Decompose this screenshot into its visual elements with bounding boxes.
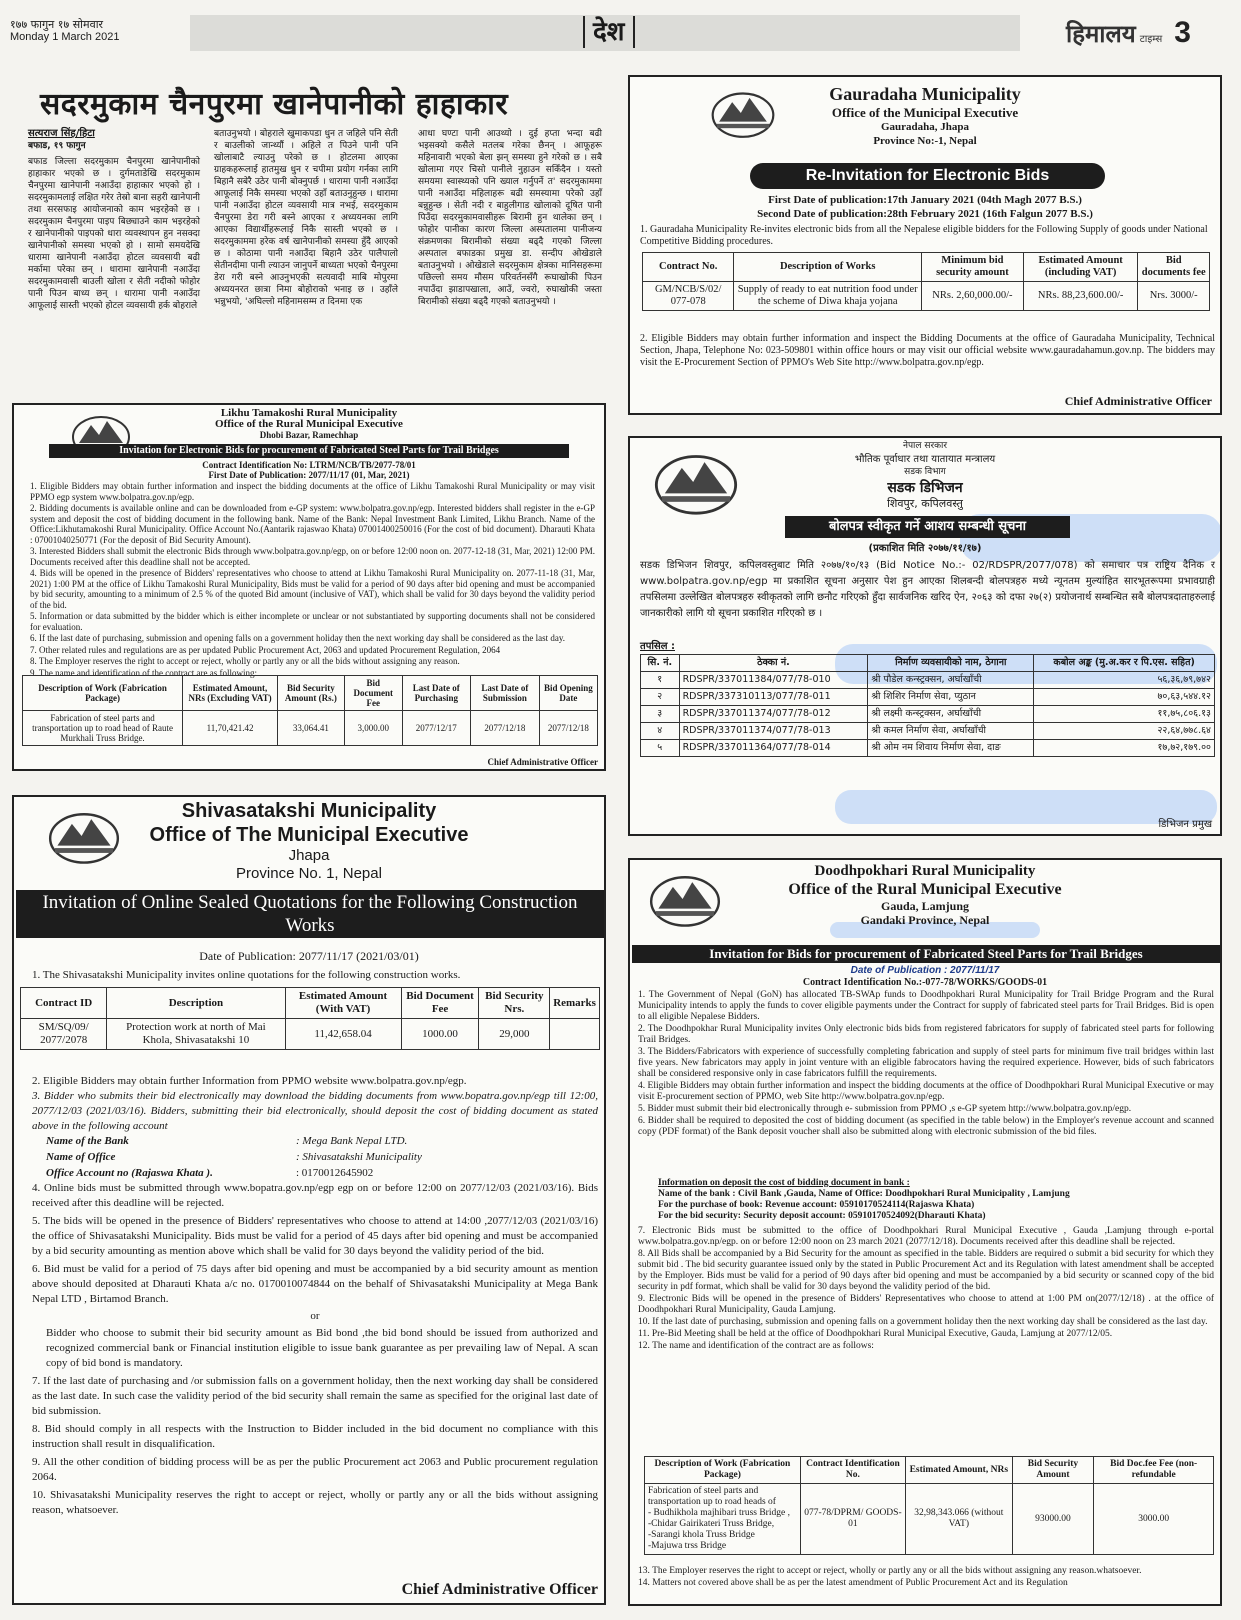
table-cell: SM/SQ/09/ 2077/2078: [21, 1019, 107, 1050]
table-header-cell: Last Date of Submission: [470, 676, 539, 711]
table-cell: ३: [641, 706, 680, 723]
shiva-item-2: 2. Eligible Bidders may obtain further Information from PPMO website www.bolpatra.gov.np/egp.: [32, 1075, 467, 1087]
table-row: [641, 672, 1215, 689]
shiva-item-6: 6. Bid must be valid for a period of 75 days after bid opening and must be accompanied by a bid security amount as mention above should deposited at Dharauti Khata a/c no. 0170010074844 on the behalf of Shivasatakshi Municipality at Mega Bank Nepal LTD , Birtamod Branch.: [32, 1263, 598, 1305]
table-cell: ११,७५,८०६.१३: [1034, 706, 1215, 723]
table-cell-line: -Majuwa trss Bridge: [648, 1541, 727, 1551]
news-column-3: आधा घण्टा पानी आउथ्यो । दुई हप्ता भन्दा बढी भइसक्यो कसैले मतलब गरेका छैनन् । आफूहरू महिनावारी भएको बेला झन् समस्या हुने गरेको छ । सबै खोलामा गएर चिसो पानीले नुहाउन सकिँदैन । यस्तो समयमा स्वास्थ्यको पनि ख्याल गर्नुपर्ने त' सदरमुकाममा पानी नआउँदा महिलाहरू बढी समस्यामा परेको उहाँ बन्नुहुन्छ । सेती नदी र बाहुलीगाड खोलाको दूषित पानी पिउँदा सदरमुकामवासीहरू बिरामी हुन थालेका छन् । फोहोर पानीका कारण जिल्ला अस्पतालमा पानीजन्य संक्रमणका बिरामीको संख्या बढ्दै गएको जिल्ला अस्पताल बफाडका प्रमुख डा. सन्दीप ओखेडाले बताउनुभयो । ओखेडाले सदरमुकाम क्षेत्रका मानिसहरूमा पछिल्लो समय मौसम परिवर्तनसँगै रूघाखोकी पिउन नपाउँदा झाडापखाला, आउँ, ज्वरो, रुघाखोकी जस्ता बिरामीको संख्या बढ्दै गएको बताउनुभयो ।: [418, 129, 602, 307]
news-dateline: बफाड, १९ फागुन: [28, 141, 86, 151]
table-cell: १७,७२,१७९.००: [1034, 740, 1215, 757]
table-cell: [550, 1019, 600, 1050]
doodh-items-a: [638, 990, 1214, 1139]
list-item: 13. The Employer reserves the right to accept or reject, wholly or partly any or all the bids without assigning any reason.whatsoever.: [638, 1566, 1142, 1576]
list-item: 1. The Government of Nepal (GoN) has allocated TB-SWAp funds to Doodhpokhari Rural Municipality for Trail Bridge Program and the Rural Municipality intends to apply the funds to cover eligible payments under the Contract for supply of fabricated steel parts for Trail Bridges. Bid is open to all eligible Nepalese Bidders.: [638, 990, 1214, 1022]
list-item: 6. If the last date of purchasing, submission and opening falls on a government holiday then the next working day shall be considered as the last day.: [30, 633, 566, 643]
list-item: 2. The Doodhpokhar Rural Municipality invites Only electronic bids bids from registered fabricators for supply of fabricated steel parts for following Trail Bridges.: [638, 1024, 1214, 1045]
shiva-title: Shivasatakshi Municipality: [181, 800, 437, 822]
shiva-office-value: : Shivasatakshi Municipality: [296, 1151, 422, 1163]
gauradaha-table: [642, 252, 1210, 311]
shiva-invitation-bar: Invitation of Online Sealed Quotations for the Following Construction Works: [16, 890, 604, 938]
date-nepali: १७७ फागुन १७ सोमवार: [10, 18, 104, 31]
sadak-signature: डिभिजन प्रमुख: [1158, 819, 1212, 830]
table-cell: [645, 1484, 801, 1555]
sadak-table: [640, 654, 1215, 757]
list-item: 7. Other related rules and regulations are as per updated Public Procurement Act, 2063 and updated Procurement Regulation, 2064: [30, 644, 501, 655]
shiva-item-6b: Bidder who choose to submit their bid security amount as Bid bond ,the bid bond should be issued from authorized and recognized commercial bank or Financial institution eligible to issue bank guarantee as per prevailing law of Nepal. A scan copy of bid bond is mandatory.: [46, 1327, 598, 1369]
doodh-invitation-bar: Invitation for Bids for procurement of Fabricated Steel Parts for Trail Bridges: [632, 945, 1220, 963]
likhu-address: Dhobi Bazar, Ramechhap: [259, 430, 359, 440]
table-cell: 2077/12/18: [539, 711, 597, 746]
table-header-cell: Description of Work (Fabrication Package): [23, 676, 183, 711]
shiva-account-value: : 0170012645902: [296, 1167, 374, 1179]
table-header-cell: Minimum bid security amount: [921, 253, 1023, 282]
sadak-body: सडक डिभिजन शिवपुर, कपिलवस्तुबाट मिति २०७७/१०/१३ (Bid Notice No.:- 02/RDSPR/2077/078) को समाचार पत्र राष्ट्रिय दैनिक र www.bolpatra.gov.np/egp मा प्रकाशित सूचना अनुसार पेश हुन आएका शिलबन्दी बोलपत्रहरु मध्ये न्यूनतम मुल्यांहित सारभूतरूपमा प्रभावग्राही तपसिलमा उल्लेखित बोलपत्रहरु स्वीकृतको लागि छनौट गरिएको हुँदा सार्वजनिक खरिद ऐन, २०६३ को दफा २७(२) प्रयोजनार्थ सम्बन्धित सबै बोलपत्रदाताहरुलाई जानकारीको लागि यो सूचना प्रकाशित गरिएको छ ।: [640, 560, 1215, 619]
paper-suffix: टाइम्स: [1139, 34, 1163, 45]
gauradaha-address: Gauradaha, Jhapa: [880, 121, 970, 133]
news-byline: सत्यराज सिंह/हिटा: [28, 128, 95, 139]
shiva-bank-value: : Mega Bank Nepal LTD.: [296, 1135, 408, 1147]
list-item: 1. Eligible Bidders may obtain further information and inspect the bidding documents at the office of Likhu Tamakoshi Rural Municipality or may visit PPMO egp system www.bolpatra.gov.np/egp.: [30, 481, 595, 502]
list-item: 4. Eligible Bidders may obtain further information and inspect the bidding documents at the office of Doodhpokhari Rural Municipal Executive or may visit E-procurement section of PPMO, web Site http://www.bolpatra.gov.np/egp.: [638, 1081, 1214, 1102]
likhu-table: [22, 675, 598, 746]
table-cell: 077-78/DPRM/ GOODS-01: [800, 1484, 905, 1555]
list-item: 12. The name and identification of the contract are as follows:: [638, 1341, 874, 1351]
likhu-notice: [12, 403, 606, 771]
sadak-pub-date: (प्रकाशित मिति २०७७/११/१७): [868, 543, 982, 554]
table-cell: NRs. 88,23,600.00/-: [1023, 282, 1138, 311]
table-header-cell: निर्माण व्यवसायीको नाम, ठेगाना: [868, 655, 1034, 672]
sadak-gov: नेपाल सरकार: [902, 441, 948, 451]
table-cell: 33,064.41: [278, 711, 345, 746]
shiva-district: Jhapa: [288, 847, 330, 864]
table-cell-line: transportation up to road heads of: [648, 1497, 776, 1507]
gauradaha-first-date: First Date of publication:17th January 2021 (04th Magh 2077 B.S.): [768, 194, 1082, 206]
shiva-item-10: 10. Shivasatakshi Municipality reserves the right to accept or reject, wholly or partly any or all the bids without assigning reason, whatsoever.: [32, 1489, 598, 1516]
table-cell: 11,42,658.04: [285, 1019, 401, 1050]
table-header-cell: Description of Works: [734, 253, 922, 282]
table-cell: श्री लक्ष्मी कन्स्ट्रक्सन, अर्घाखाँची: [868, 706, 1034, 723]
shiva-item-1: 1. The Shivasatakshi Municipality invites online quotations for the following construction works.: [32, 969, 461, 981]
gauradaha-office: Office of the Municipal Executive: [831, 105, 1019, 120]
shiva-item-9: 9. All the other condition of bidding process will be as per the public Procurement act 2063 and Public procurement regulation 2064.: [32, 1456, 598, 1483]
table-cell: 1000.00: [401, 1019, 479, 1050]
table-header-cell: कबोल अङ्क (मु.अ.कर र पि.एस. सहित): [1034, 655, 1215, 672]
news-column-1: [28, 128, 200, 312]
table-cell: 2077/12/17: [402, 711, 470, 746]
table-header-cell: Estimated Amount (including VAT): [1023, 253, 1138, 282]
sadak-tapsil: तपसिल :: [640, 641, 675, 652]
paper-logo: [1066, 16, 1191, 50]
doodh-security-account: For the bid security: Security deposit account: 05910170524092(Dharauti Khata): [658, 1211, 986, 1221]
table-header-cell: Contract Identification No.: [800, 1457, 905, 1484]
table-cell: RDSPR/337011384/077/78-010: [679, 672, 868, 689]
list-item: 8. All Bids shall be accompanied by a Bid Security for the amount as specified in the table. Bidders are required o submit a bid security for which they submit bid . The bid security guarantee issued only by the stated in Public Procurement Act and its Regulation with latest amendment shall be accepted by the Employer. Bids must be valid for a period of 90 days after bid opening and must be accompanied by a bid security or scanned copy of the bid security in pdf format, which shall be valid for 30 days beyond the validity period of the bid.: [638, 1249, 1214, 1292]
shiva-province: Province No. 1, Nepal: [236, 865, 382, 882]
shiva-office-key: Name of Office: [46, 1151, 116, 1163]
shiva-or: or: [310, 1310, 320, 1322]
doodhpokhari-notice: [628, 858, 1222, 1606]
section-name: देश: [583, 16, 635, 48]
sadak-dept: सडक विभाग: [904, 467, 946, 477]
list-item: 5. Information or data submitted by the bidder which is either incomplete or unclear or not substantiated by supporting documents shall not be considered for evaluation.: [30, 611, 595, 632]
table-cell-line: -Sarangi khola Truss Bridge: [648, 1530, 755, 1540]
list-item: 9. Electronic Bids will be opened in the presence of Bidders' Representatives who choose to attend at 1:00 PM on(2077/12/18) . at the office of Doodhpokhari Rural Municipality, Gauda Lamjung.: [638, 1294, 1214, 1315]
table-cell: 2077/12/18: [470, 711, 539, 746]
likhu-items: [30, 481, 595, 679]
list-item: 8. The Employer reserves the right to accept or reject, wholly or partly any or all the bids without assigning any reason.: [30, 656, 460, 666]
shiva-signature: Chief Administrative Officer: [401, 1581, 598, 1598]
table-cell: २: [641, 689, 680, 706]
list-item: 6. Bidder shall be required to deposited the cost of bidding document (as specified in the table below) in the Employer's revenue account and scanned copy (PDF format) of the Bank deposit voucher shall also be submitted along with electronic submission of the bid files.: [638, 1116, 1214, 1137]
sadak-place: शिवपुर, कपिलवस्तु: [887, 497, 963, 510]
doodh-revenue-account: For the purchase of book: Revenue account: 05910170524114(Rajaswa Khata): [658, 1200, 975, 1210]
likhu-office: Office of the Rural Municipal Executive: [215, 418, 403, 430]
table-cell: Supply of ready to eat nutrition food under the scheme of Diwa khaja yojana: [734, 282, 922, 311]
sadak-division: सडक डिभिजन: [887, 480, 963, 496]
shiva-item-7: 7. If the last date of purchasing and /or submission falls on a government holiday, then the next working day shall be considered as the last date. In such case the validity period of the bid security shall remain the same as specified for the original last date of bid submission.: [32, 1375, 598, 1417]
list-item: 11. Pre-Bid Meeting shall be held at the office of Doodhpokhari Rural Municipal Executive, Gauda, Lamjung at 2077/12/05.: [638, 1329, 1113, 1339]
likhu-invitation-bar: Invitation for Electronic Bids for procurement of Fabricated Steel Parts for Trail Bridges: [49, 444, 569, 458]
table-cell: 11,70,421.42: [183, 711, 278, 746]
table-cell: ५: [641, 740, 680, 757]
shiva-account-key: Office Account no (Rajaswa Khata ).: [46, 1167, 213, 1179]
sadak-title-bar: बोलपत्र स्वीकृत गर्ने आशय सम्बन्धी सूचना: [785, 516, 1070, 538]
table-header-cell: Last Date of Purchasing: [402, 676, 470, 711]
shiva-body: [32, 1074, 598, 1518]
table-cell: RDSPR/337310113/077/78-011: [679, 689, 868, 706]
table-cell: RDSPR/337011374/077/78-013: [679, 723, 868, 740]
likhu-contract-id: Contract Identification No: LTRM/NCB/TB/2077-78/01: [202, 460, 416, 470]
table-cell: 93000.00: [1012, 1484, 1094, 1555]
table-cell-line: Fabrication of steel parts and: [648, 1486, 759, 1496]
gauradaha-signature: Chief Administrative Officer: [1064, 394, 1212, 408]
news-col1-text: बफाड जिल्ला सदरमुकाम चैनपुरमा खानेपानीको हाहाकार भएको छ । दुर्गमताडेखि सदरमुकाम चैनपुरमा खानेपानी नआउँदा हाहाकार भएको हो । सदरमुकामलाई लक्षित गरेर तेस्रो बाना सहरी खानेपानी तथा सरसफाइ आयोजनाको काम भइरहेको छ । सदरमुकाम चैनपुरमा पाइप बिछ्याउने काम भइरहेको र खानेपानीको पाइपको धारा व्यवस्थापन हुन नसक्दा खानेपानीको समस्या भएको हो । सामो समयदेखि धारामा खानेपानी नआउँदा होटल व्यवसायी बढी मर्कामा परेका छन् । धारामा खानेपानी नआउँदा सदरमुकामवासी बाउली खोला र सेती नदीको फोहोर पानी पिउन बाध्य छन् । धारामा पानी नआउँदा आफूलाई सास्ती भएको होटल व्यवसायी हर्क बोहराले: [28, 157, 200, 311]
table-header-cell: Bid Doc.fee Fee (non-refundable: [1094, 1457, 1214, 1484]
shiva-bank-info: [32, 1134, 598, 1181]
gauradaha-title: Gauradaha Municipality: [829, 84, 1021, 104]
table-header-cell: Description of Work (Fabrication Package): [645, 1457, 801, 1484]
doodh-office: Office of the Rural Municipal Executive: [788, 881, 1062, 898]
table-cell: 3000.00: [1094, 1484, 1214, 1555]
doodh-contract-id: Contract Identification No.:-077-78/WORKS/GOODS-01: [802, 977, 1048, 988]
table-cell: 29,000: [479, 1019, 550, 1050]
table-header-cell: Contract ID: [21, 988, 107, 1019]
table-cell: Protection work at north of Mai Khola, Shivasatakshi 10: [107, 1019, 285, 1050]
shiva-item-8: 8. Bid should comply in all respects with the Instruction to Bidder included in the bid document no compliance with this instruction shall result in disqualification.: [32, 1423, 598, 1450]
news-column-2: बताउनुभयो । बोहराले खुमाकपडा धुन त जहिले पनि सेती र बाउलीको जान्थ्यौं । अहिले त पिउने पानी पनि खोलाबाटै ल्याउनु परेको छ । होटलमा आएका ग्राहकहरूलाई हातमुख धुन र चपीमा प्रयोग गर्नका लागि बिहानै सबेरै उठेर पानी बोक्नुपर्छ । धारामा पानी नआउँदा आफूलाई निकै समस्या भएको उहाँ बताउनुहुन्छ । धारामा पानी नआउँदा होटल व्यवसायी मात्र नभई, सदरमुकाम चैनपुरमा डेरा गरी बस्ने आएका र अध्ययनका लागि आएका विद्यार्थीहरूलाई निकै सास्ती भएको छ । सदरमुकाममा हरेक वर्ष खानेपानीको समस्या हुँदै आएको छ । कोठामा पानी नआउँदा बिहानै उठेर पालैपालो सेतीनदीमा पानी ल्याउन जानुपर्ने बाध्यता भएको चैनपुरमा डेरा गरी बस्ने आउनुभएकी सत्यवादी माबि मोपुरमा अध्ययनरत छात्रा निमा बोहोराको भनाइ छ । उहाँले भन्नुभयो, 'अघिल्लो महिनामसम्म त दिनमा एक: [214, 129, 398, 307]
table-header-cell: Estimated Amount (With VAT): [285, 988, 401, 1019]
sadak-notice: [628, 436, 1222, 836]
table-row: [641, 706, 1215, 723]
table-cell: RDSPR/337011374/077/78-012: [679, 706, 868, 723]
table-cell: श्री कमल निर्माण सेवा, अर्घाखाँची: [868, 723, 1034, 740]
table-cell: श्री ओम नम शिवाय निर्माण सेवा, दाङ: [868, 740, 1034, 757]
shiva-table: [20, 987, 600, 1050]
shiva-pub-date: Date of Publication: 2077/11/17 (2021/03/01): [199, 949, 419, 963]
table-cell-line: -Chidar Gairikateri Truss Bridge,: [648, 1519, 775, 1529]
list-item: 10. If the last date of purchasing, submission and opening falls on a government holiday then the next working day shall be considered as the last day.: [638, 1317, 1208, 1327]
masthead-date: [10, 18, 119, 44]
table-row: [641, 723, 1215, 740]
doodh-items-c: [638, 1566, 1214, 1590]
shivasatakshi-notice: [12, 795, 606, 1605]
table-cell: 3,000.00: [344, 711, 402, 746]
date-english: Monday 1 March 2021: [10, 31, 120, 43]
table-cell: Fabrication of steel parts and transportation up to road head of Raute Murkhali Truss Bridge.: [23, 711, 183, 746]
table-cell: २२,६४,७७८.६४: [1034, 723, 1215, 740]
table-cell: ५६,३६,७९,७४२: [1034, 672, 1215, 689]
page-number: 3: [1174, 16, 1191, 49]
doodh-pub-date: Date of Publication : 2077/11/17: [850, 965, 1000, 976]
table-header-cell: Description: [107, 988, 285, 1019]
list-item: 4. Bids will be opened in the presence of Bidders' representatives who choose to attend at Likhu Tamakoshi Rural Municipality on. 2077-11-18 (31, Mar, 2021) 1:00 PM at the office of Likhu Tamakoshi Rural Municipality, Bids must be valid for a period of 90 days after bid opening and must be accompanied by bid security, amounting to a minimum of 2.5 % of the quoted Bid amount (inclusive of VAT), which shall be valid for 30 days beyond the validity period of the bid.: [30, 568, 595, 610]
table-cell: ७०,६३,५४४.१२: [1034, 689, 1215, 706]
gauradaha-item-1: 1. Gauradaha Municipality Re-invites electronic bids from all the Nepalese eligible bidders for the Following Supply of goods under National Competitive Bidding procedures.: [640, 224, 1208, 247]
table-cell: RDSPR/337011364/077/78-014: [679, 740, 868, 757]
table-header-cell: Bid Document Fee: [344, 676, 402, 711]
shiva-office: Office of The Municipal Executive: [149, 824, 469, 846]
gauradaha-item-2: 2. Eligible Bidders may obtain further information and inspect the Bidding Documents at the office of Gauradaha Municipality, Technical Section, Jhapa, Telephone No: 023-509801 within office hours or may visit our official website www.gauradahamun.gov.np. The bidders may visit the E-Procurement Section of PPMO's Web Site http://www.bolpatra.gov.np/egp.: [640, 333, 1215, 368]
shiva-item-5: 5. The bids will be opened in the presence of Bidders' representatives who choose to attend at 14:00 ,2077/12/03 (2021/03/16) the office of Shivasatakshi Municipality. Bids must be valid for a period of 45 days after bid opening and must be accompanied by a bid security amounting as mention above which shall be valid for 30 days beyond the validity period of the bid.: [32, 1215, 598, 1257]
list-item: 9. The name and identification of the contract are as following:: [30, 667, 258, 678]
doodh-table: [644, 1456, 1214, 1555]
list-item: 3. The Bidders/Fabricators with experience of successfully completing fabrication and supply of steel parts for minimum five trail bridges within last five years. New fabricators may apply in joint venture with an eligible fabrocators having the required experience. However, bids of such fabricators shall be considered responsive only in case fabricators fulfill the requirements.: [638, 1047, 1214, 1079]
table-header-cell: Estimated Amount, NRs: [906, 1457, 1013, 1484]
likhu-signature: Chief Administrative Officer: [487, 757, 598, 767]
table-row: [641, 740, 1215, 757]
list-item: 5. Bidder must submit their bid electronically through e- submission from PPMO ,s e-GP syetem http://www.bolpatra.gov.np/egp.: [638, 1104, 1132, 1114]
gauradaha-province: Province No:-1, Nepal: [873, 135, 977, 147]
list-item: 14. Matters not covered above shall be as per the latest amendment of Public Procurement Act and its Regulation: [638, 1578, 1068, 1588]
list-item: 7. Electronic Bids must be submitted to the office of Doodhpokhari Rural Municipal Executive , Gauda ,Lamjung through e-portal www.bolpatra.gov.np/egp. on or before 12:00 noon on 23 march 2021 (2077/12/18). Documents received after this deadline shall be rejected.: [638, 1226, 1214, 1247]
table-cell: श्री शिशिर निर्माण सेवा, प्युठान: [868, 689, 1034, 706]
table-cell-line: - Budhikhola majhibari truss Bridge ,: [648, 1508, 790, 1518]
table-header-cell: सि. नं.: [641, 655, 680, 672]
table-cell: 32,98,343.066 (without VAT): [906, 1484, 1013, 1555]
table-cell: GM/NCB/S/02/ 077-078: [643, 282, 734, 311]
table-header-cell: Bid Security Amount (Rs.): [278, 676, 345, 711]
likhu-title: Likhu Tamakoshi Rural Municipality: [220, 407, 398, 419]
news-headline: सदरमुकाम चैनपुरमा खानेपानीको हाहाकार: [40, 87, 509, 122]
table-cell: Nrs. 3000/-: [1138, 282, 1210, 311]
table-cell: १: [641, 672, 680, 689]
doodh-province: Gandaki Province, Nepal: [860, 913, 990, 927]
table-header-cell: Bid Opening Date: [539, 676, 597, 711]
table-header-cell: Bid Security Nrs.: [479, 988, 550, 1019]
doodh-bank-name: Name of the bank : Civil Bank ,Gauda, Name of Office: Doodhpokhari Rural Municipality , Lamjung: [658, 1189, 1070, 1199]
doodh-items-b: [638, 1226, 1214, 1353]
sadak-ministry: भौतिक पूर्वाधार तथा यातायात मन्त्रालय: [854, 454, 996, 465]
table-cell: ४: [641, 723, 680, 740]
shiva-bank-key: Name of the Bank: [46, 1135, 129, 1147]
table-cell: श्री पौडेल कन्स्ट्रक्सन, अर्घाखाँची: [868, 672, 1034, 689]
table-cell: NRs. 2,60,000.00/-: [921, 282, 1023, 311]
table-row: [641, 689, 1215, 706]
paper-name: हिमालय: [1066, 20, 1136, 48]
doodh-address: Gauda, Lamjung: [880, 899, 970, 913]
list-item: 2. Bidding documents is available online and can be downloaded from e-GP system: www.bolpatra.gov.np/egp. Interested bidders shall register in the e-GP system and deposit the cost of bidding document in the following bank. Name of the Bank: Nepal Investment Bank Limited, Likhu Branch. Name of the Office:Likhutamakoshi Rural Municipality. Office Account No.(Aantarik rajaswao Khata) 07001400250016 (For the cost of bid document). Dharauti Khata : 07001040250771 (For the deposit of Bid Security Amount).: [30, 503, 595, 545]
gauradaha-second-date: Second Date of publication:28th February 2021 (16th Falgun 2077 B.S.): [757, 208, 1093, 220]
table-header-cell: Bid Document Fee: [401, 988, 479, 1019]
shiva-item-4: 4. Online bids must be submitted through www.bopatra.gov.np/egp egp on or before 12:00 on 2077/12/03 (2021/03/16). Bids received after this deadline will be rejected.: [32, 1182, 598, 1209]
table-header-cell: Bid documents fee: [1138, 253, 1210, 282]
gauradaha-notice: [628, 75, 1222, 415]
table-header-cell: Bid Security Amount: [1012, 1457, 1094, 1484]
table-header-cell: Contract No.: [643, 253, 734, 282]
table-header-cell: Estimated Amount, NRs (Excluding VAT): [183, 676, 278, 711]
table-header-cell: Remarks: [550, 988, 600, 1019]
shiva-item-3: 3. Bidder who submits their bid electronically may download the bidding documents from www.bopatra.gov.np/egp till 12:00, 2077/12/03 (2021/03/16). Bidders, submitting their bid electronically, should deposit the cost of bidding document as stated above in the following account: [32, 1090, 598, 1132]
list-item: 3. Interested Bidders shall submit the electronic Bids through www.bolpatra.gov.np/egp, on or before 12:00 noon on. 2077-12-18 (31, Mar, 2021) 12:00 PM. Documents received after this deadline shall not be accepted.: [30, 546, 595, 567]
doodh-title: Doodhpokhari Rural Municipality: [814, 863, 1036, 879]
table-header-cell: ठेक्का नं.: [679, 655, 868, 672]
doodh-bank-info: [658, 1178, 1214, 1222]
gauradaha-invitation-bar: Re-Invitation for Electronic Bids: [750, 163, 1105, 189]
likhu-pub-date: First Date of Publication: 2077/11/17 (01, Mar, 2021): [208, 470, 410, 480]
doodh-bank-title: Information on deposit the cost of bidding document in bank :: [658, 1178, 910, 1188]
